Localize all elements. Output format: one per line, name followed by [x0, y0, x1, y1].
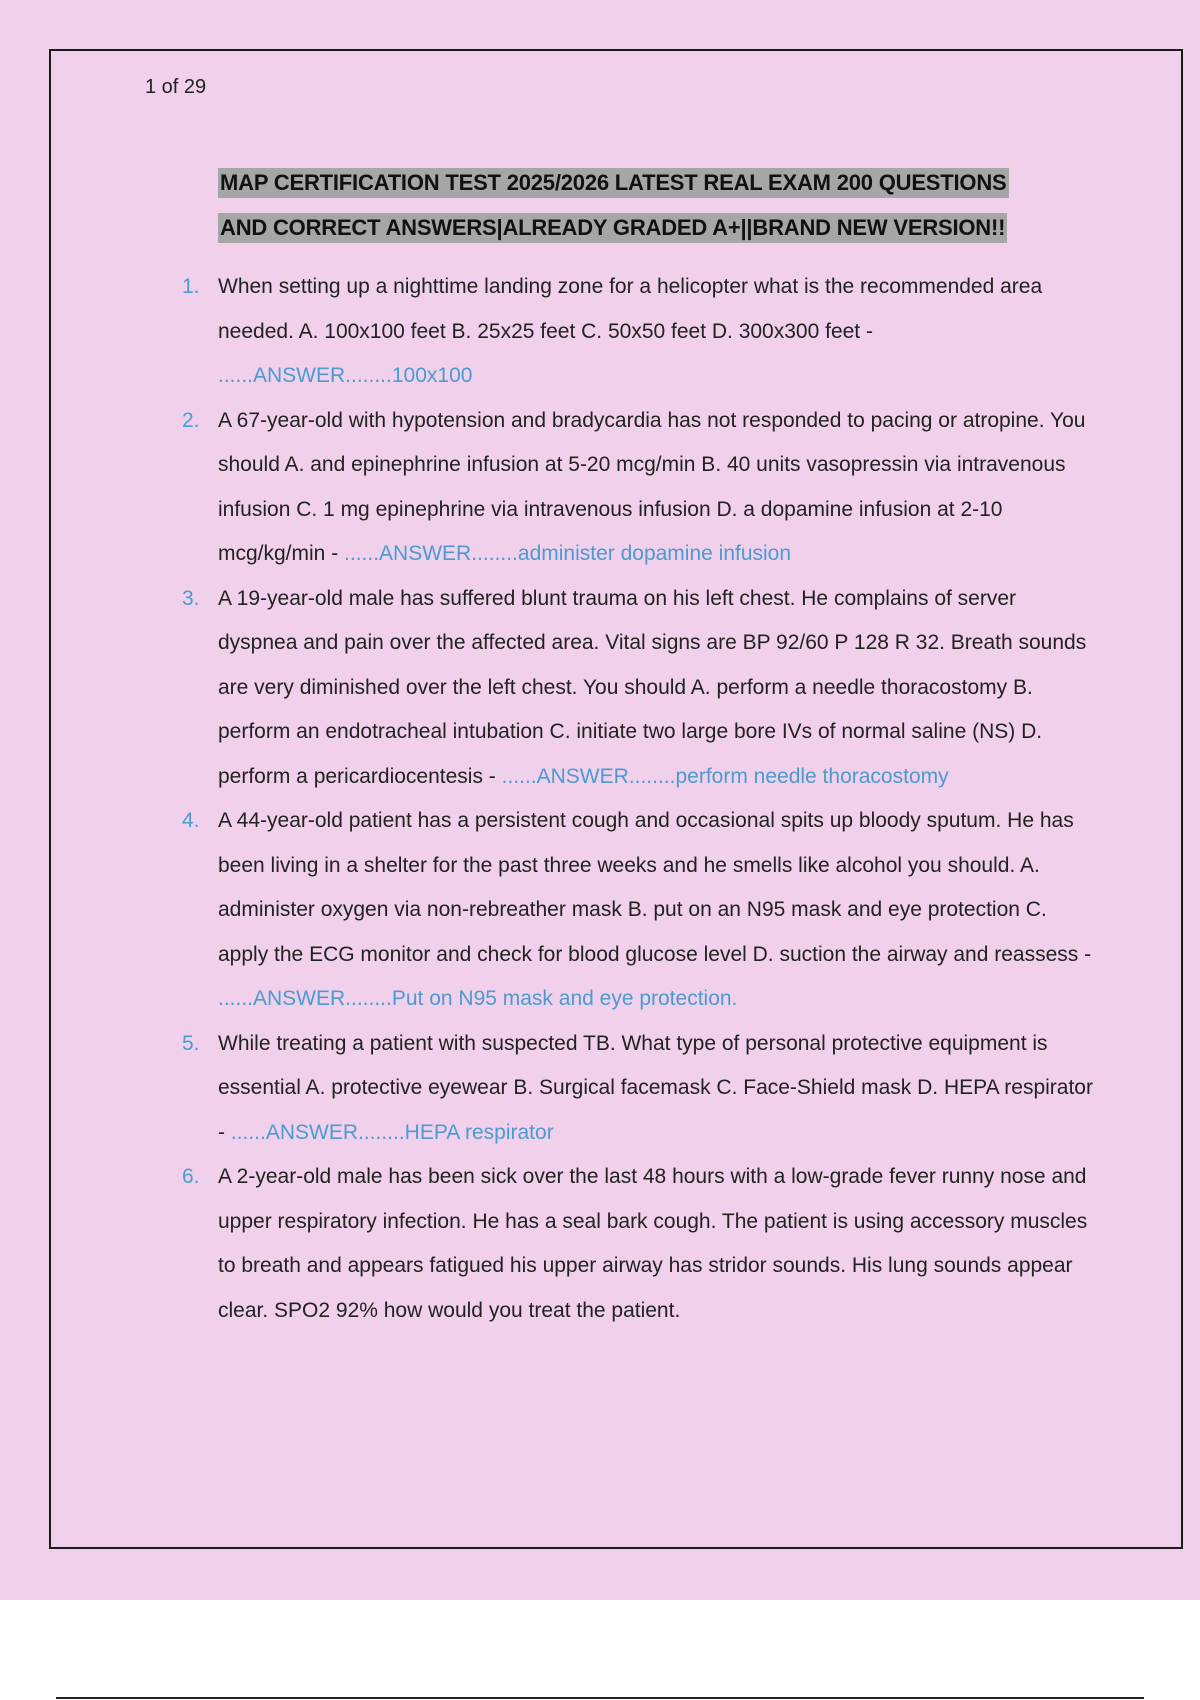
answer-text: ......ANSWER........Put on N95 mask and eye protection.	[218, 987, 738, 1010]
question-text: A 2-year-old male has been sick over the last 48 hours with a low-grade fever runny nose and upper respiratory infection. He has a seal bark cough. The patient is using accessory muscles to breath and appears fatigued his upper airway has stridor sounds. His lung sounds appear clear. SPO2 92% how would you treat the patient.	[218, 1165, 1088, 1322]
question-number: 6.	[182, 1165, 200, 1188]
page-counter: 1 of 29	[145, 76, 207, 98]
answer-text: ......ANSWER........administer dopamine infusion	[344, 542, 792, 565]
question-item-5	[170, 1022, 1100, 1156]
question-text: While treating a patient with suspected TB. What type of personal protective equipment is essential A. protective eyewear B. Surgical facemask C. Face-Shield mask D. HEPA respirator -	[218, 1031, 1093, 1144]
title-line-2: AND CORRECT ANSWERS|ALREADY GRADED A+||BRAND NEW VERSION!!	[218, 213, 1007, 243]
answer-text: ......ANSWER........perform needle thoracostomy	[501, 764, 949, 788]
question-item-6	[170, 1155, 1100, 1333]
question-item-3	[170, 577, 1100, 800]
question-item-2	[170, 399, 1100, 577]
answer-text: ......ANSWER........100x100	[218, 364, 473, 387]
question-text: A 19-year-old male has suffered blunt trauma on his left chest. He complains of server dyspnea and pain over the affected area. Vital signs are BP 92/60 P 128 R 32. Breath sounds are very diminished over the left chest. You should A. perform a needle thoracostomy B. perform an endotracheal intubation C. initiate two large bore IVs of normal saline (NS) D. perform a pericardiocentesis -	[218, 586, 1087, 788]
question-number: 4.	[182, 809, 200, 832]
answer-text: ......ANSWER........HEPA respirator	[230, 1120, 554, 1144]
question-number: 3.	[182, 586, 200, 610]
title-line-1: MAP CERTIFICATION TEST 2025/2026 LATEST REAL EXAM 200 QUESTIONS	[218, 168, 1009, 198]
next-page-divider	[56, 1697, 1144, 1699]
question-number: 1.	[182, 275, 200, 298]
question-item-4	[170, 799, 1100, 1022]
question-number: 5.	[182, 1031, 200, 1055]
question-item-1	[170, 265, 1100, 399]
document-title	[218, 168, 1088, 258]
question-list	[170, 265, 1100, 1333]
question-text: A 44-year-old patient has a persistent cough and occasional spits up bloody sputum. He has been living in a shelter for the past three weeks and he smells like alcohol you should. A. administer oxygen via non-rebreather mask B. put on an N95 mask and eye protection C. apply the ECG monitor and check for blood glucose level D. suction the airway and reassess -	[218, 809, 1092, 966]
question-text: When setting up a nighttime landing zone for a helicopter what is the recommended area needed. A. 100x100 feet B. 25x25 feet C. 50x50 feet D. 300x300 feet -	[218, 275, 1043, 343]
question-text: A 67-year-old with hypotension and bradycardia has not responded to pacing or atropine. You should A. and epinephrine infusion at 5-20 mcg/min B. 40 units vasopressin via intravenous infusion C. 1 mg epinephrine via intravenous infusion D. a dopamine infusion at 2-10 mcg/kg/min -	[218, 408, 1086, 565]
question-number: 2.	[182, 408, 200, 432]
